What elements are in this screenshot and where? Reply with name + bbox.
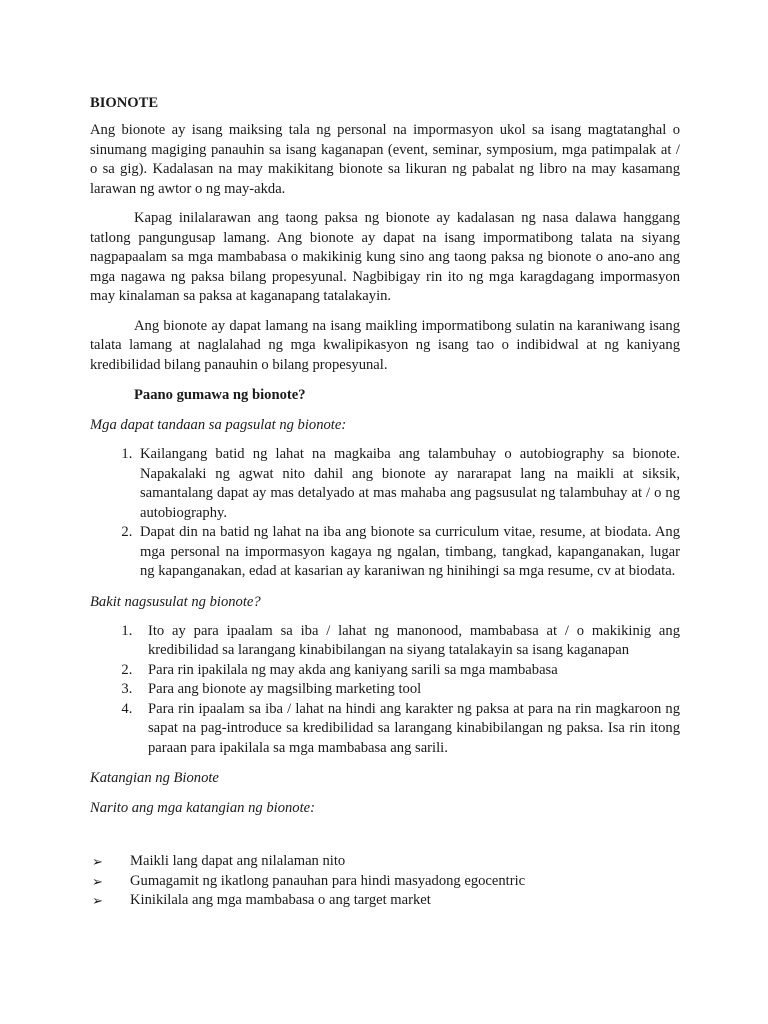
list-item bbox=[90, 872, 680, 892]
list-katangian bbox=[90, 852, 680, 911]
list-item bbox=[90, 852, 680, 872]
list-bakit bbox=[90, 622, 680, 759]
list-item: 1. Ito ay para ipaalam sa iba / lahat ng manonood, mambabasa at / o makikinig ang kredibilidad sa larangang kinabibilangan na siyang tatalakayin sa isang kaganapan bbox=[136, 622, 680, 661]
paragraph-definition: Ang bionote ay dapat lamang na isang maikling impormatibong sulatin na karaniwang isang talata lamang at naglalahad ng mga kwalipikasyon ng isang tao o indibidwal at ng kaniyang kredibilidad bilang panauhin o bilang propesyunal. bbox=[90, 317, 680, 373]
arrowhead-bullet-icon: ➢ bbox=[92, 893, 103, 908]
list-tandaan bbox=[90, 445, 680, 582]
list-item bbox=[90, 891, 680, 911]
list-item-text: Gumagamit ng ikatlong panauhan para hindi masyadong egocentric bbox=[130, 872, 526, 889]
section-heading-katangian: Katangian ng Bionote bbox=[90, 770, 219, 786]
paragraph-intro: Ang bionote ay isang maiksing tala ng personal na impormasyon ukol sa isang magtatanghal o sinumang magiging panauhin sa isang kaganapan (event, seminar, symposium, mga patimpalak at / o sa gig). Kadalasan na may makikitang bionote sa likuran ng pabalat ng libro na may kasamang larawan ng awtor o ng may-akda. bbox=[90, 122, 680, 197]
arrowhead-bullet-icon: ➢ bbox=[92, 854, 103, 869]
section-heading-paano: Paano gumawa ng bionote? bbox=[134, 387, 306, 403]
list-item: 1. Kailangang batid ng lahat na magkaiba ang talambuhay o autobiography sa bionote. Napakalaki ng agwat nito dahil ang bionote ay nararapat lang na maikli at siksik, samantalang dapat ay mas detalyado at mas mahaba ang pagsusulat ng talambuhay at / o ng autobiography. bbox=[136, 445, 680, 523]
list-item-text: Kinikilala ang mga mambabasa o ang target market bbox=[130, 892, 431, 908]
section-heading-tandaan: Mga dapat tandaan sa pagsulat ng bionote: bbox=[90, 417, 347, 433]
document-title: BIONOTE bbox=[90, 95, 159, 111]
section-heading-bakit: Bakit nagsusulat ng bionote? bbox=[90, 593, 261, 610]
list-item: 2. Dapat din na batid ng lahat na iba ang bionote sa curriculum vitae, resume, at biodata. Ang mga personal na impormasyon kagaya ng ngalan, timbang, tangkad, kapanganakan, lugar ng kapanganakan, edad at kasarian ay karaniwan ng hinihingi sa mga resume, cv at biodata. bbox=[136, 523, 680, 582]
list-item: 2. Para rin ipakilala ng may akda ang kaniyang sarili sa mga mambabasa bbox=[136, 661, 680, 681]
section-heading-narito: Narito ang mga katangian ng bionote: bbox=[90, 800, 315, 816]
arrowhead-bullet-icon: ➢ bbox=[92, 873, 103, 889]
list-item: 3. Para ang bionote ay magsilbing marketing tool bbox=[136, 680, 680, 700]
list-item-text: Maikli lang dapat ang nilalaman nito bbox=[130, 853, 346, 869]
list-item: 4. Para rin ipaalam sa iba / lahat na hindi ang karakter ng paksa at para na rin magkaroon ng sapat na pag-introduce sa kredibilidad sa larangang kinabibilangan ng paksa. Isa rin itong paraan para ipakilala sa mga mambabasa ang sarili. bbox=[136, 700, 680, 759]
paragraph-description: Kapag inilalarawan ang taong paksa ng bionote ay kadalasan ng nasa dalawa hanggang tatlong pangungusap lamang. Ang bionote ay dapat na isang impormatibong talata na siyang nagpapaalam sa mga mambabasa o makikinig kung sino ang taong paksa ng bionote o ano-ano ang mga nagawa ng paksa bilang propesyunal. Nagbibigay rin ito ng mga karagdagang impormasyon may kinalaman sa paksa at kaganapang tatalakayin. bbox=[90, 210, 680, 304]
